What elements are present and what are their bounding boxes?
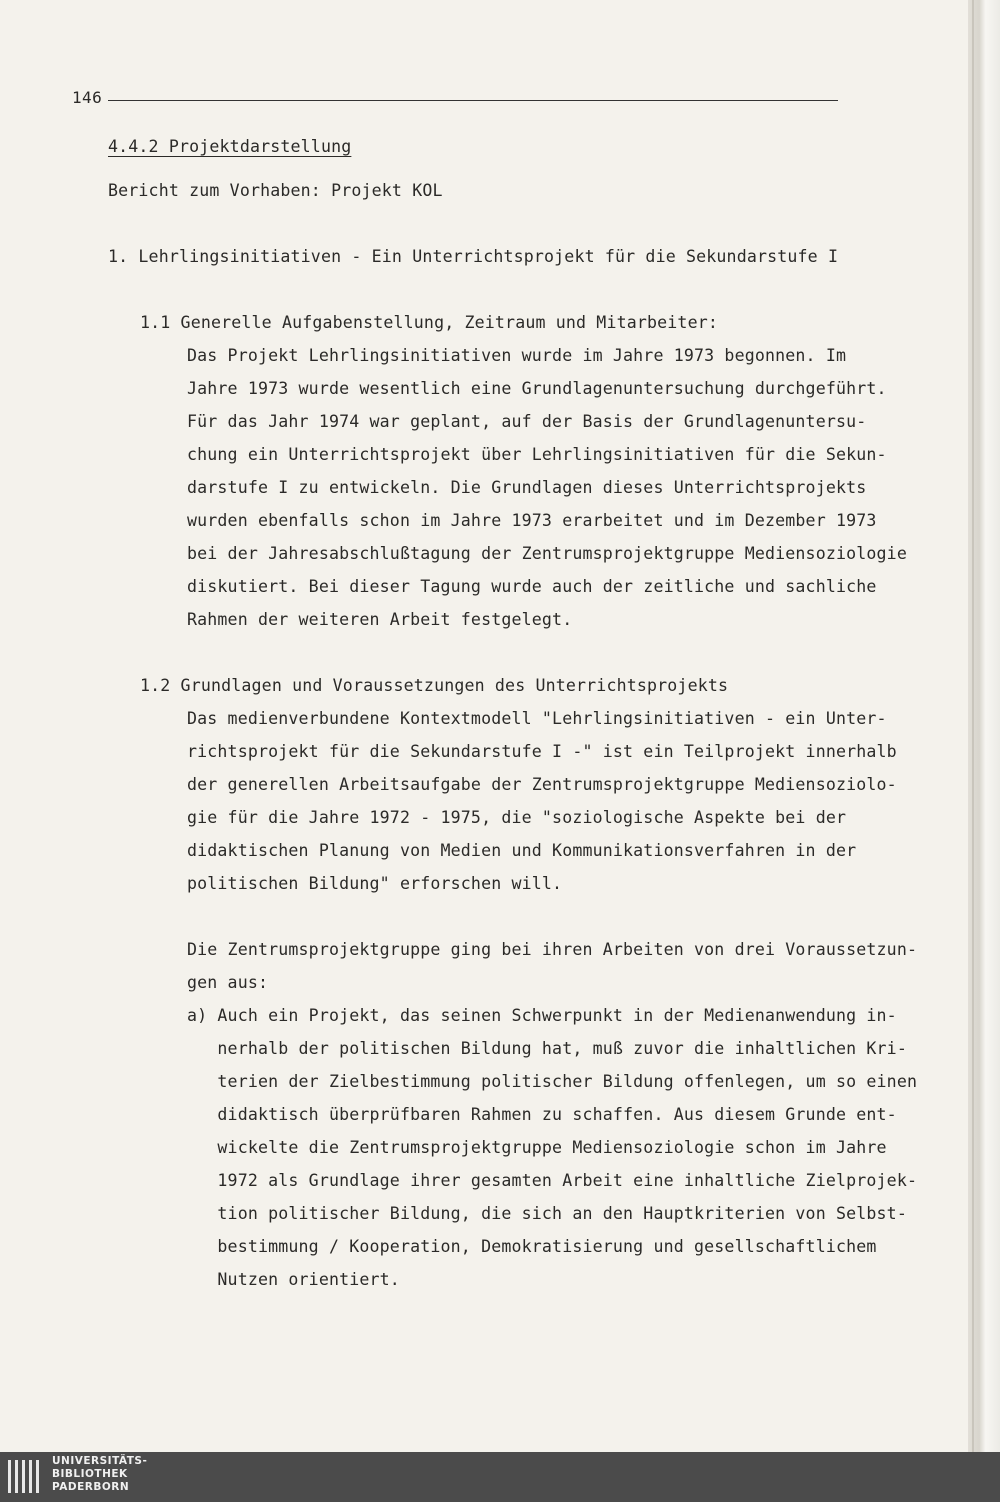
header-rule (108, 100, 838, 101)
report-title: Bericht zum Vorhaben: Projekt KOL (108, 181, 443, 200)
library-name-line: UNIVERSITÄTS- (52, 1455, 148, 1467)
body-line: der generellen Arbeitsaufgabe der Zentrumsprojektgruppe Mediensoziolo- (187, 775, 897, 794)
body-line: Jahre 1973 wurde wesentlich eine Grundlagenuntersuchung durchgeführt. (187, 379, 887, 398)
list-item-line: terien der Zielbestimmung politischer Bildung offenlegen, um so einen (187, 1072, 918, 1091)
body-line: wurden ebenfalls schon im Jahre 1973 erarbeitet und im Dezember 1973 (187, 511, 877, 530)
body-line: gie für die Jahre 1972 - 1975, die "soziologische Aspekte bei der (187, 808, 847, 827)
body-line: Das medienverbundene Kontextmodell "Lehrlingsinitiativen - ein Unter- (187, 709, 887, 728)
library-logo-icon (6, 1458, 44, 1498)
library-name-line: PADERBORN (52, 1481, 130, 1493)
body-line: richtsprojekt für die Sekundarstufe I -" ist ein Teilprojekt innerhalb (187, 742, 897, 761)
list-item-line: bestimmung / Kooperation, Demokratisierung und gesellschaftlichem (187, 1237, 877, 1256)
page-header (72, 86, 842, 110)
body-line: bei der Jahresabschlußtagung der Zentrumsprojektgruppe Mediensoziologie (187, 544, 907, 563)
body-line: Für das Jahr 1974 war geplant, auf der Basis der Grundlagenuntersu- (187, 412, 867, 431)
body-line: didaktischen Planung von Medien und Kommunikationsverfahren in der (187, 841, 857, 860)
library-name-line: BIBLIOTHEK (52, 1468, 128, 1480)
subsection-heading-1-1: 1.1 Generelle Aufgabenstellung, Zeitraum und Mitarbeiter: (140, 313, 718, 332)
body-line: Die Zentrumsprojektgruppe ging bei ihren Arbeiten von drei Voraussetzun- (187, 940, 918, 959)
body-line: gen aus: (187, 973, 269, 992)
library-footer-bar (0, 1452, 1000, 1502)
list-item-line: Nutzen orientiert. (187, 1270, 400, 1289)
body-line: politischen Bildung" erforschen will. (187, 874, 563, 893)
body-line: darstufe I zu entwickeln. Die Grundlagen dieses Unterrichtsprojekts (187, 478, 867, 497)
body-line: Rahmen der weiteren Arbeit festgelegt. (187, 610, 573, 629)
list-item-line: 1972 als Grundlage ihrer gesamten Arbeit eine inhaltliche Zielprojek- (187, 1171, 918, 1190)
list-item-line: didaktisch überprüfbaren Rahmen zu schaffen. Aus diesem Grunde ent- (187, 1105, 897, 1124)
library-name (52, 1455, 147, 1494)
chapter-heading: 1. Lehrlingsinitiativen - Ein Unterrichtsprojekt für die Sekundarstufe I (108, 247, 839, 266)
page-number: 146 (72, 88, 103, 107)
subsection-heading-1-2: 1.2 Grundlagen und Voraussetzungen des Unterrichtsprojekts (140, 676, 729, 695)
body-line: diskutiert. Bei dieser Tagung wurde auch der zeitliche und sachliche (187, 577, 877, 596)
list-item-line: a) Auch ein Projekt, das seinen Schwerpunkt in der Medienanwendung in- (187, 1006, 897, 1025)
body-line: chung ein Unterrichtsprojekt über Lehrlingsinitiativen für die Sekun- (187, 445, 887, 464)
list-item-line: tion politischer Bildung, die sich an den Hauptkriterien von Selbst- (187, 1204, 907, 1223)
list-item-line: wickelte die Zentrumsprojektgruppe Mediensoziologie schon im Jahre (187, 1138, 887, 1157)
body-line: Das Projekt Lehrlingsinitiativen wurde im Jahre 1973 begonnen. Im (187, 346, 847, 365)
page-edge-shadow (968, 0, 1000, 1452)
list-item-line: nerhalb der politischen Bildung hat, muß zuvor die inhaltlichen Kri- (187, 1039, 907, 1058)
section-heading: 4.4.2 Projektdarstellung (108, 137, 352, 156)
